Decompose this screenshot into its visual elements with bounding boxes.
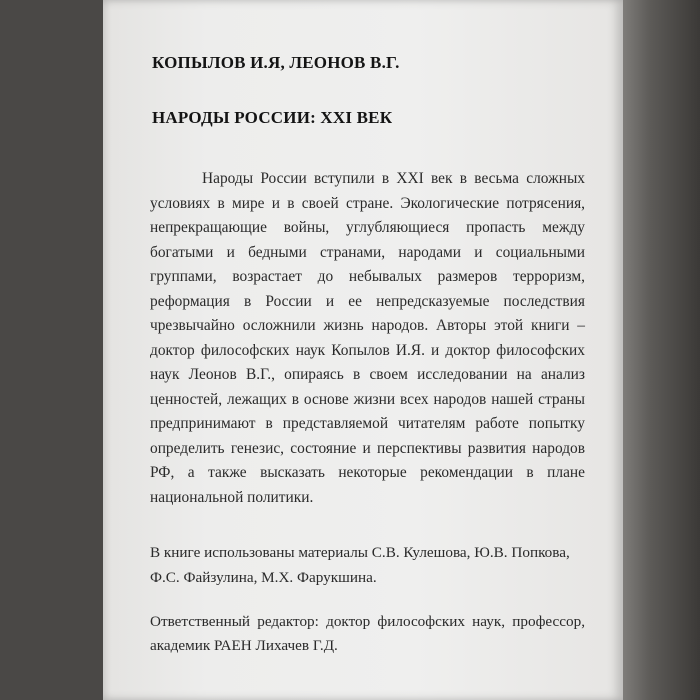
book-title: НАРОДЫ РОССИИ: XXI ВЕК bbox=[152, 108, 393, 127]
book-authors: КОПЫЛОВ И.Я, ЛЕОНОВ В.Г. bbox=[152, 53, 400, 72]
book-edge bbox=[623, 0, 700, 700]
materials-credit: В книге использованы материалы С.В. Кулешова, Ю.В. Попкова, Ф.С. Файзулина, М.Х. Фарукшина. bbox=[150, 544, 570, 586]
book-annotation: Народы России вступили в XXI век в весьма сложных условиях в мире и в своей стране. Экологические потрясения, непрекращающие войны, углубляющиеся пропасть между богатыми и бедными странами, народами и социальными группами, возрастает до небывалых размеров терроризм, реформация в России и ее непредсказуемые последствия чрезвычайно осложнили жизнь народов. Авторы этой книги – доктор философских наук Копылов И.Я. и доктор философских наук Леонов В.Г., опираясь в своем исследовании на анализ ценностей, лежащих в основе жизни всех народов нашей страны предпринимают в представляемой читателям работе попытку определить генезис, состояние и перспективы развития народов РФ, а также высказать некоторые рекомендации в плане национальной политики. bbox=[150, 170, 585, 506]
responsible-editor: Ответственный редактор: доктор философских наук, профессор, академик РАЕН Лихачев Г.Д. bbox=[150, 613, 585, 654]
